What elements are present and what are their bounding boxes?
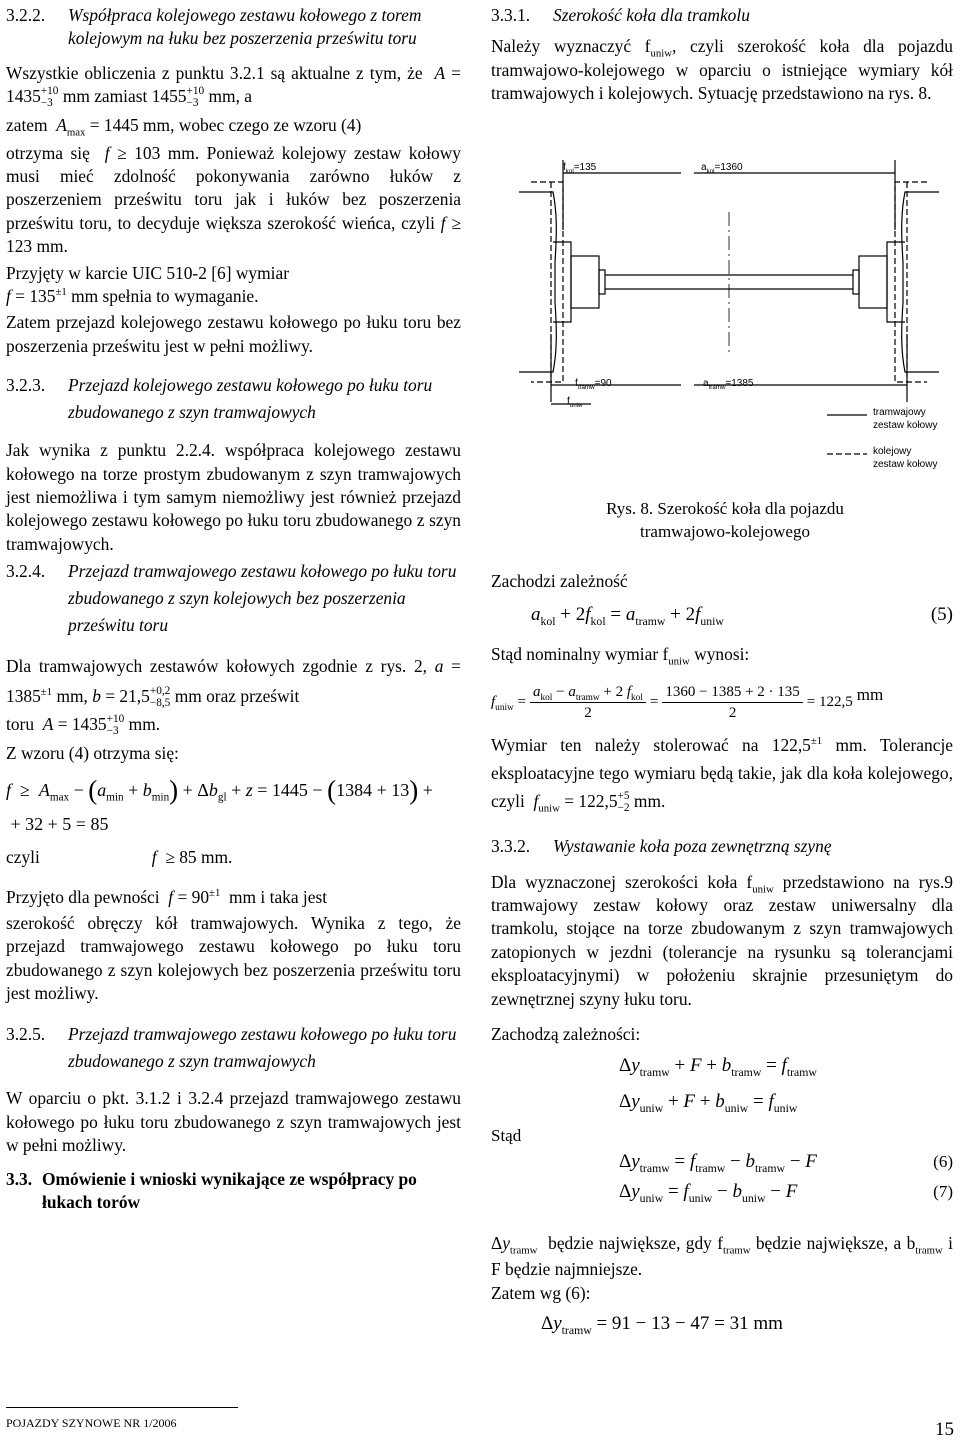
wheelset-drawing [491, 152, 953, 482]
equation-continuation: + 32 + 5 = 85 [6, 813, 109, 834]
section-3-3-heading: 3.3. Omówienie i wnioski wynikające ze współpracy po łukach torów [6, 1168, 417, 1212]
paragraph: toru A = 1435 +10 −3 mm. [6, 713, 161, 738]
paragraph: Należy wyznaczyć $f_{uniw}$, czyli szerokość koła dla pojazdu tramwajowo-kolejowego w oparciu o istniejące wymiary kół tramwajowych i kolejowych. Sytuację przedstawiono na rys. 8. [491, 36, 953, 104]
equation-result: czyli f ≥ 85 mm. [6, 847, 233, 868]
equation-6: $\Delta y_{tramw} = f_{tramw} - b_{tramw} - F$ [619, 1151, 817, 1176]
equation-a: $\Delta y_{tramw} + F + b_{tramw} = f_{tramw}$ [619, 1055, 817, 1080]
section-3-2-3-heading: 3.2.3. Przejazd kolejowego zestawu kołowego po łuku toru zbudowanego z szyn tramwajowych [6, 375, 433, 423]
footer-rule [6, 1407, 238, 1408]
page-number: 15 [935, 1419, 954, 1440]
legend-kolejowy: kolejowy zestaw kołowy [873, 446, 938, 470]
paragraph: szerokość obręczy kół tramwajowych. Wynika z tego, że przejazd tramwajowego zestawu kołowego po łuku toru zbudowanego z szyn kolejowych bez poszerzenia prześwitu toru jest możliwy. [6, 912, 461, 1003]
journal-footer: POJAZDY SZYNOWE NR 1/2006 [6, 1416, 177, 1430]
right-column [491, 0, 953, 106]
section-3-2-5-heading: 3.2.5. Przejazd tramwajowego zestawu kołowego po łuku toru zbudowanego z szyn tramwajowych [6, 1024, 457, 1072]
equations-block: $\Delta y_{tramw} + F + b_{tramw} = f_{tramw}$ $\Delta y_{uniw} + F + b_{uniw} = f_{uniw}$ Stąd $\Delta y_{tramw} = f_{tramw} - b_{tramw} - F$ (6) $\Delta y_{uniw} = f_{uniw} - b_{uniw} - F$ (7) [491, 1055, 953, 1206]
paragraph: Z wzoru (4) otrzyma się: [6, 743, 179, 764]
paragraph: Dla tramwajowych zestawów kołowych zgodnie z rys. 2, $a = 1385^{\pm 1}$ mm, b = 21,5 +0,2 −8,5 mm oraz prześwit [6, 656, 461, 710]
paragraph: $\Delta y_{tramw}$ będzie największe, gdy $f_{tramw}$ będzie największe, a $b_{tramw}$ i F będzie najmniejsze. [491, 1233, 953, 1280]
equation-inequality: $f \ge A_{max} - (a_{min} + b_{min}) + \Delta b_{gl} + z = 1445 - (1384 + 13)$ + [6, 775, 433, 806]
paragraph: Dla wyznaczonej szerokości koła $f_{uniw}$ przedstawiono na rys.9 tramwajowy zestaw kołowy oraz zestaw uniwersalny dla tramkolu, stojące na torze zbudowanym z szyn tramwajowych zatopionych w jezdni (tolerancje na rysunku są tolerancjami eksploatacyjnymi) w położeniu skrajnie przesuniętym do zewnętrznej szyny łuku toru. [491, 871, 953, 1009]
paragraph: Zatem wg (6): [491, 1283, 591, 1304]
paragraph: Przyjęto dla pewności $f = 90^{\pm 1}$ mm i taka jest [6, 886, 328, 907]
paragraph: Jak wynika z punktu 2.2.4. współpraca kolejowego zestawu kołowego na torze prostym zbudowanym z szyn tramwajowych jest niemożliwa i tym samym niemożliwy jest również przejazd kolejowego zestawu kołowego po łuku toru zbudowanego z szyn tramwajowych. [6, 440, 461, 554]
paragraph: Zachodzą zależności: [491, 1024, 641, 1045]
paragraph: zatem $A_{max} = 1445$ mm, wobec czego ze wzoru (4) [6, 115, 362, 139]
section-3-3-1-heading: 3.3.1. Szerokość koła dla tramkolu [491, 5, 750, 25]
right-column-lower [491, 570, 953, 1335]
paragraph: Zatem przejazd kolejowego zestawu kołowego po łuku toru bez poszerzenia prześwitu jest w pełni możliwy. [6, 312, 461, 356]
section-3-3-2-heading: 3.3.2. Wystawanie koła poza zewnętrzną szynę [491, 836, 832, 857]
equation-5: $a_{kol} + 2f_{kol} = a_{tramw} + 2f_{uniw}$ (5) [531, 604, 953, 629]
stad-label: Stąd [491, 1126, 522, 1146]
equation-7: $\Delta y_{uniw} = f_{uniw} - b_{uniw} - F$ [619, 1181, 798, 1206]
paragraph: Zachodzi zależność [491, 571, 628, 591]
label-f-tramw: $f_{tramw}=90$ [575, 378, 612, 391]
left-column [6, 0, 461, 1214]
label-f-uniw: $f_{uniw}$ [567, 396, 583, 409]
paragraph: Wszystkie obliczenia z punktu 3.2.1 są aktualne z tym, że A = 1435 +10 −3 mm zamiast 1455 +10 −3 mm, a [6, 62, 461, 110]
section-3-2-4-heading: 3.2.4. Przejazd tramwajowego zestawu kołowego po łuku toru zbudowanego z szyn kolejowych bez poszerzenia prześwitu toru [6, 561, 457, 636]
equation-final: $\Delta y_{tramw} = 91 - 13 - 47 = 31$ mm [541, 1312, 783, 1337]
equation-f-uniw: $f_{uniw}$ = $\frac{a_{kol} - a_{tramw} + 2 f_{kol}}{2}$ = $\frac{1360 - 1385 + 2 \cdot 135}{2}$ = 122,5 mm [491, 684, 884, 722]
legend-tramwajowy: tramwajowy zestaw kołowy [873, 407, 938, 431]
section-3-2-2-heading: 3.2.2. Współpraca kolejowego zestawu kołowego z torem kolejowym na łuku bez poszerzenia prześwitu toru [6, 5, 422, 49]
label-f-kol: $f_{kol}=135$ [563, 162, 597, 175]
figure-8-caption: Rys. 8. Szerokość koła dla pojazdu tramwajowo-kolejowego [606, 499, 844, 542]
label-a-tramw: $a_{tramw}=1385$ [703, 378, 754, 391]
equation-b: $\Delta y_{uniw} + F + b_{uniw} = f_{uniw}$ [619, 1091, 798, 1116]
paragraph: Stąd nominalny wymiar $f_{uniw}$ wynosi: [491, 643, 750, 668]
paragraph: Wymiar ten należy stolerować na $122,5^{\pm 1}$ mm. Tolerancje eksploatacyjne tego wymiaru będą takie, jak dla koła kolejowego, czyli $f_{uniw} = 122,5$ +5 −2 mm. [491, 735, 953, 815]
paragraph: W oparciu o pkt. 3.1.2 i 3.2.4 przejazd tramwajowego zestawu kołowego po łuku toru zbudowanego z szyn tramwajowych jest w pełni możliwy. [6, 1088, 461, 1156]
figure-8 [491, 152, 953, 482]
paragraph: Przyjęty w karcie UIC 510-2 [6] wymiar $f = 135^{\pm 1}$ mm spełnia to wymaganie. [6, 262, 289, 306]
paragraph: otrzyma się f ≥ 103 mm. Ponieważ kolejowy zestaw kołowy musi mieć zdolność pokonywania zarówno łuków z poszerzeniem prześwitu toru jak i łuków bez poszerzenia prześwitu toru, to decyduje większa szerokość wieńca, czyli f ≥ 123 mm. [6, 142, 461, 257]
label-a-kol: $a_{kol}=1360$ [701, 162, 743, 175]
